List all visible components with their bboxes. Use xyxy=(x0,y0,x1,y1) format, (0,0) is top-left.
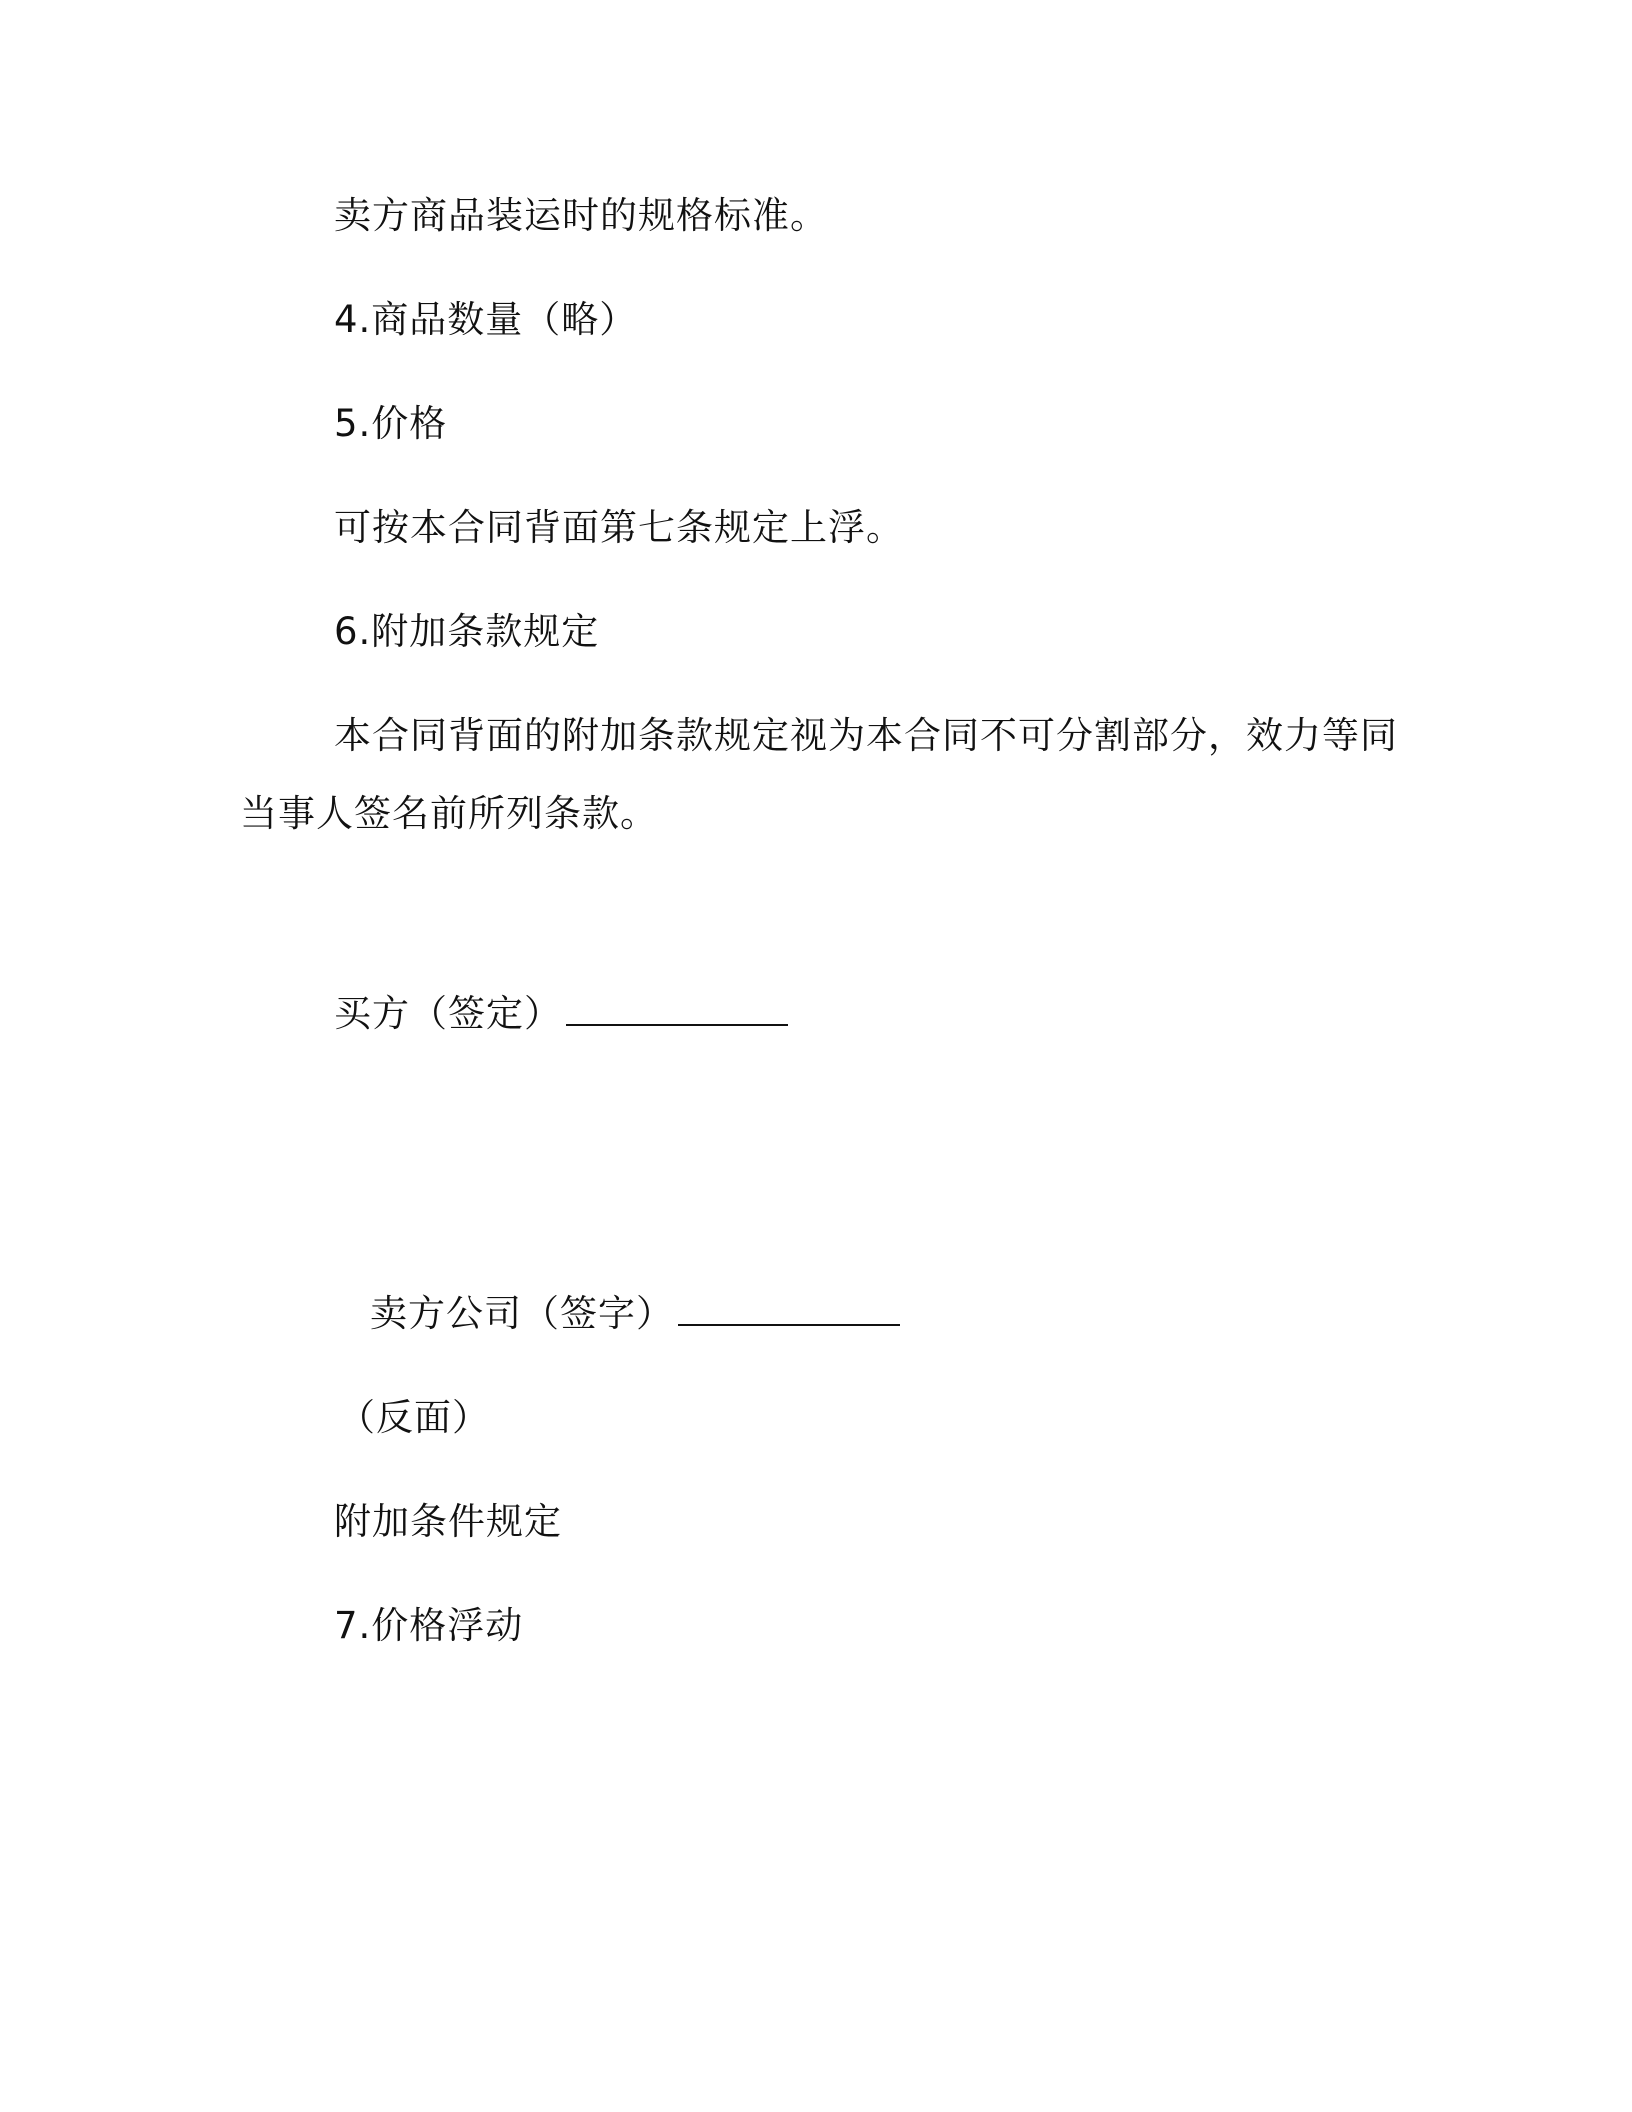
seller-signature-line xyxy=(370,1290,900,1338)
seller-signature-label: 卖方公司（签字） xyxy=(370,1292,674,1335)
buyer-signature-label: 买方（签定） xyxy=(334,992,562,1035)
additional-terms-paragraph-line-1: 本合同背面的附加条款规定视为本合同不可分割部分，效力等同 xyxy=(334,714,1398,757)
reverse-side-heading: （反面） xyxy=(338,1396,490,1439)
item-4-quantity: 4.商品数量（略） xyxy=(334,298,638,341)
buyer-signature-blank xyxy=(566,994,788,1026)
seller-signature-blank xyxy=(678,1294,900,1326)
item-5-price: 5.价格 xyxy=(334,402,448,445)
spec-standard-line: 卖方商品装运时的规格标准。 xyxy=(334,194,828,237)
item-6-additional-terms: 6.附加条款规定 xyxy=(334,610,600,653)
additional-terms-paragraph-line-2: 当事人签名前所列条款。 xyxy=(240,792,658,835)
reverse-side-title: 附加条件规定 xyxy=(334,1500,562,1543)
buyer-signature-line xyxy=(334,990,788,1038)
price-float-line: 可按本合同背面第七条规定上浮。 xyxy=(334,506,904,549)
item-7-price-floating: 7.价格浮动 xyxy=(334,1604,524,1647)
